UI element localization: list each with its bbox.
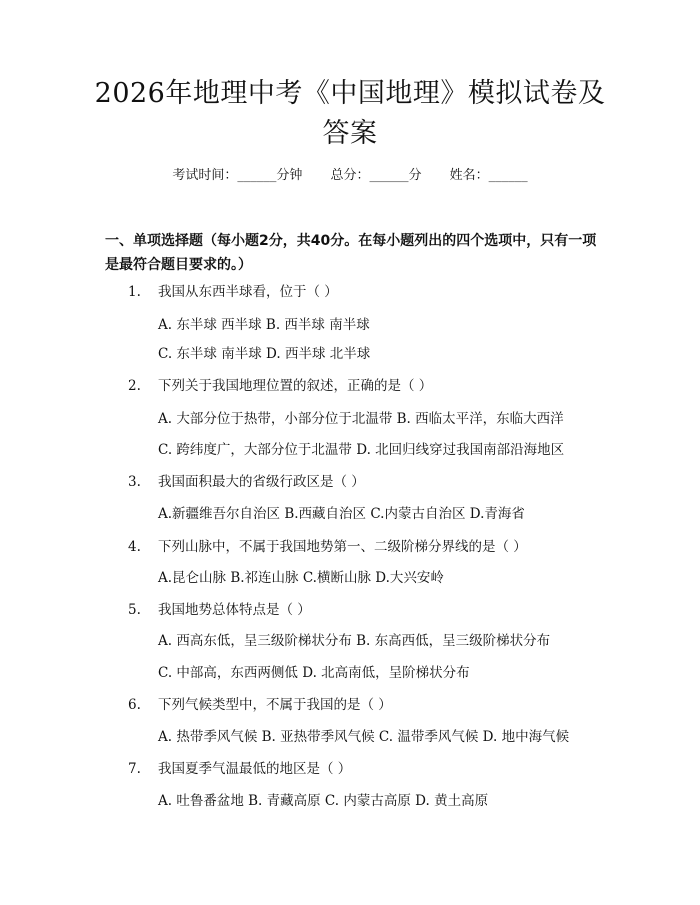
question-1-options-line-2: C. 东半球 南半球 D. 西半球 北半球 (158, 346, 371, 362)
question-number: 1. (128, 284, 141, 300)
section-heading: 一、单项选择题（每小题2分，共40分。在每小题列出的四个选项中，只有一项是最符合题目要求的。） (105, 233, 597, 273)
question-5 (128, 600, 311, 620)
question-text: 下列山脉中，不属于我国地势第一、二级阶梯分界线的是（ ） (158, 539, 527, 555)
question-7-options-line-1: A. 吐鲁番盆地 B. 青藏高原 C. 内蒙古高原 D. 黄土高原 (158, 793, 489, 809)
question-5-options-line-1: A. 西高东低，呈三级阶梯状分布 B. 东高西低，呈三级阶梯状分布 (158, 633, 551, 649)
question-6 (128, 695, 392, 715)
question-text: 下列关于我国地理位置的叙述，正确的是（ ） (158, 378, 433, 394)
student-name: 姓名：______ (449, 168, 528, 183)
question-7 (128, 759, 351, 779)
question-number: 4. (128, 539, 141, 555)
question-number: 3. (128, 474, 141, 490)
question-3 (128, 472, 365, 492)
question-number: 7. (128, 761, 141, 777)
question-2-options-line-2: C. 跨纬度广，大部分位于北温带 D. 北回归线穿过我国南部沿海地区 (158, 442, 565, 458)
question-text: 下列气候类型中，不属于我国的是（ ） (158, 697, 392, 713)
question-4-options-line-1: A.昆仑山脉 B.祁连山脉 C.横断山脉 D.大兴安岭 (158, 570, 444, 586)
question-2 (128, 376, 432, 396)
question-3-options-line-1: A.新疆维吾尔自治区 B.西藏自治区 C.内蒙古自治区 D.青海省 (158, 506, 525, 522)
question-2-options-line-1: A. 大部分位于热带，小部分位于北温带 B. 西临太平洋，东临大西洋 (158, 411, 564, 427)
question-text: 我国面积最大的省级行政区是（ ） (158, 474, 365, 490)
question-number: 5. (128, 602, 141, 618)
question-text: 我国夏季气温最低的地区是（ ） (158, 761, 352, 777)
total-score: 总分：______分 (330, 168, 422, 183)
question-text: 我国地势总体特点是（ ） (158, 602, 311, 618)
question-text: 我国从东西半球看，位于（ ） (158, 284, 338, 300)
question-1 (128, 282, 338, 302)
exam-meta (0, 166, 700, 186)
question-4 (128, 537, 527, 557)
page-title: 2026年地理中考《中国地理》模拟试卷及答案 (94, 78, 606, 149)
question-number: 2. (128, 378, 141, 394)
question-6-options-line-1: A. 热带季风气候 B. 亚热带季风气候 C. 温带季风气候 D. 地中海气候 (158, 729, 570, 745)
question-number: 6. (128, 697, 141, 713)
question-5-options-line-2: C. 中部高，东西两侧低 D. 北高南低，呈阶梯状分布 (158, 665, 470, 681)
question-1-options-line-1: A. 东半球 西半球 B. 西半球 南半球 (158, 317, 370, 333)
exam-time: 考试时间：______分钟 (172, 168, 303, 183)
